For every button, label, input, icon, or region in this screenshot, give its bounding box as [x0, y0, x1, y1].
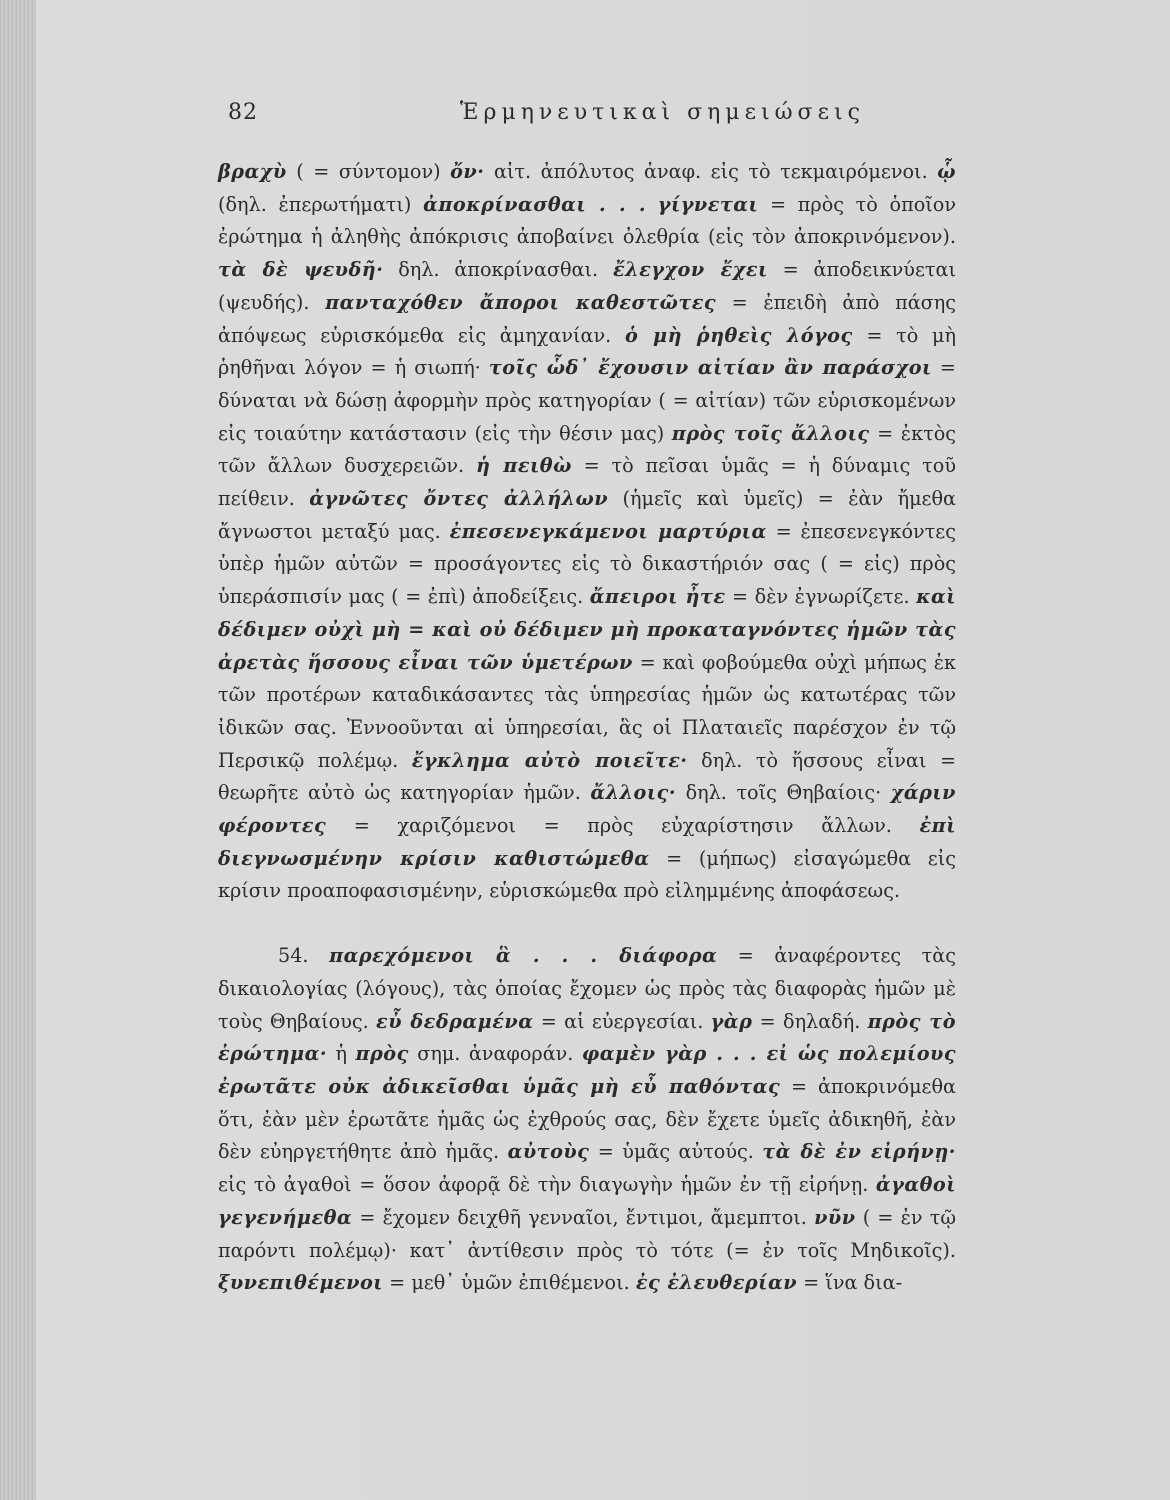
gloss-text: = πρὸς τὸ ὁποῖον ἐρώτημα ἡ ἀληθὴς ἀπόκρισις ἀποβαίνει ὀλεθρία (εἰς τὸν ἀποκρινόμενον). [218, 192, 956, 249]
lemma: ξυνεπιθέμενοι [218, 1271, 384, 1295]
gloss-text: = καὶ φοβούμεθα οὐχὶ μήπως ἐκ τῶν προτέρων καταδικάσαντες τὰς ὑπηρεσίας ἡμῶν ὡς κατωτέρας τῶν ἰδικῶν σας. Ἐννοοῦνται αἱ ὑπηρεσίαι, ἃς οἱ Πλαταιεῖς παρέσχον ἐν τῷ Περσικῷ πολέμῳ. [218, 650, 956, 772]
gloss-text: = ἀναφέροντες τὰς δικαιολογίας (λόγους), τὰς ὁποίας ἔχομεν ὡς πρὸς τὰς διαφορὰς ἡμῶν μὲ τοὺς Θηβαίους. [218, 944, 957, 1033]
gloss-text: δηλ. τοῖς Θηβαίοις· [676, 781, 891, 805]
lemma: ὄν· [450, 160, 485, 183]
lemma: πανταχόθεν ἄποροι καθεστῶτες [325, 290, 717, 314]
gloss-text: (ἡμεῖς καὶ ὑμεῖς) = ἐὰν ἤμεθα ἄγνωστοι μεταξύ μας. [218, 487, 956, 543]
gloss-text: = ἐπεσενεγκόντες ὑπὲρ ἡμῶν αὐτῶν = προσάγοντες εἰς τὸ δικαστήριόν σας ( = εἰς) πρὸς ὑπεράσπισίν μας ( = ἐπὶ) ἀποδείξεις. [218, 519, 956, 609]
lemma: τοῖς ὧδ᾽ ἔχουσιν αἰτίαν ἂν παράσχοι [488, 356, 932, 380]
gloss-text: εἰς τὸ ἀγαθοὶ = ὅσον ἀφορᾷ δὲ τὴν διαγωγὴν ἡμῶν ἐν τῇ εἰρήνῃ. [218, 1173, 876, 1197]
lemma: ἐπεσενεγκάμενοι μαρτύρια [449, 519, 767, 543]
gloss-text: = ἀποκρινόμεθα ὅτι, ἐὰν μὲν ἐρωτᾶτε ἡμᾶς ὡς ἐχθρούς σας, δὲν ἔχετε ὑμεῖς ἀδικηθῆ, ἐὰν δὲν εὐηργετήθητε ἀπὸ ἡμᾶς. [218, 1074, 956, 1164]
lemma: πρὸς τοῖς ἄλλοις [671, 421, 870, 445]
commentary-body [218, 156, 956, 1300]
lemma: γίγνεται [657, 192, 759, 216]
gloss-text: σημ. ἀναφοράν. [408, 1042, 582, 1066]
lemma: ἀποκρίνασθαι . . . [423, 192, 647, 216]
lemma: βραχὺ [218, 160, 287, 183]
lemma: νῦν [814, 1205, 856, 1229]
gloss-text: = ἵνα δια- [797, 1271, 903, 1295]
lemma: χάριν φέροντες [218, 781, 956, 838]
lemma: φαμὲν γὰρ . . . εἰ ὡς πολεμίους ἐρωτᾶτε οὐκ ἀδικεῖσθαι ὑμᾶς μὴ εὖ παθόντας [218, 1042, 957, 1098]
gloss-text: = χαριζόμενοι = πρὸς εὐχαρίστησιν ἄλλων. [326, 814, 920, 838]
gloss-text: = δηλαδή. [752, 1009, 868, 1033]
lemma: ᾧ [937, 160, 956, 183]
lemma: ἀγνῶτες ὄντες ἀλλήλων [309, 487, 609, 511]
lemma: ἡ πειθὼ [475, 454, 572, 478]
gloss-text: αἰτ. ἀπόλυτος ἀναφ. εἰς τὸ τεκμαιρόμενοι. [484, 160, 938, 183]
lemma: ὁ μὴ ῥηθεὶς λόγος [624, 323, 853, 347]
gloss-text: = μεθ᾽ ὑμῶν ἐπιθέμενοι. [383, 1271, 636, 1295]
lemma: ἐπὶ διεγνωσμένην κρίσιν καθιστώμεθα [218, 814, 956, 870]
page-header [228, 100, 968, 140]
gloss-text: = ἐκτὸς τῶν ἄλλων δυσχερειῶν. [218, 421, 957, 478]
lemma: παρεχόμενοι ἃ . . . διάφορα [329, 944, 718, 968]
lemma: ἐς ἐλευθερίαν [635, 1271, 798, 1295]
gloss-text: δηλ. τὸ ἥσσους εἶναι = θεωρῆτε αὐτὸ ὡς κατηγορίαν ἡμῶν. [218, 748, 957, 805]
gloss-text [646, 193, 658, 216]
lemma: πρὸς [355, 1042, 409, 1066]
lemma: εὖ δεδραμένα [376, 1009, 534, 1033]
page-number: 82 [228, 100, 258, 125]
lemma: πρὸς τὸ ἐρώτημα· [218, 1009, 956, 1066]
gloss-text: = αἱ εὐεργεσίαι. [533, 1009, 711, 1033]
lemma: ἄπειροι ἦτε [589, 585, 726, 609]
lemma: αὐτοὺς [507, 1140, 590, 1164]
lemma: καὶ δέδιμεν οὐχὶ μὴ = καὶ οὐ δέδιμεν μὴ προκαταγνόντες ἡμῶν τὰς ἀρετὰς ἥσσους εἶναι τῶν ὑμετέρων [218, 585, 957, 674]
gloss-text: = ἔχομεν δειχθῆ γενναῖοι, ἔντιμοι, ἄμεμπτοι. [352, 1205, 815, 1229]
lemma: ἔλεγχον ἔχει [612, 258, 768, 282]
gloss-text: 54. [278, 944, 330, 968]
gloss-text: δηλ. ἀποκρίνασθαι. [383, 258, 613, 282]
commentary-paragraph-2 [218, 940, 956, 1300]
gloss-text: = τὸ μὴ ῥηθῆναι λόγον = ἡ σιωπή· [218, 323, 956, 380]
gloss-text: = ἀποδεικνύεται (ψευδής). [218, 258, 957, 314]
gloss-text: = ἐπειδὴ ἀπὸ πάσης ἀπόψεως εὑρισκόμεθα εἰς ἀμηχανίαν. [218, 290, 956, 347]
gloss-text: = δὲν ἐγνωρίζετε. [725, 585, 917, 609]
page-edge [0, 0, 36, 1500]
gloss-text: (δηλ. ἐπερωτήματι) [218, 192, 424, 216]
lemma: τὰ δὲ ψευδῆ· [218, 258, 384, 282]
paragraph-gap [218, 908, 956, 940]
gloss-text: ἡ [327, 1042, 356, 1066]
gloss-text: = ὑμᾶς αὐτούς. [589, 1140, 763, 1164]
gloss-text: = δύναται νὰ δώσῃ ἀφορμὴν πρὸς κατηγορίαν ( = αἰτίαν) τῶν εὑρισκομένων εἰς τοιαύτην κατάστασιν (εἰς τὴν θέσιν μας) [218, 356, 956, 445]
lemma: γὰρ [710, 1009, 753, 1033]
gloss-text: ( = ἐν τῷ παρόντι πολέμῳ)· κατ᾽ ἀντίθεσιν πρὸς τὸ τότε (= ἐν τοῖς Μηδικοῖς). [218, 1205, 956, 1262]
lemma: τὰ δὲ ἐν εἰρήνῃ· [762, 1140, 956, 1164]
commentary-paragraph-1 [218, 156, 956, 908]
lemma: ἄλλοις· [590, 781, 676, 805]
gloss-text: ( = σύντομον) [286, 160, 451, 183]
lemma: ἔγκλημα αὐτὸ ποιεῖτε· [411, 748, 688, 772]
gloss-text: = (μήπως) εἰσαγώμεθα εἰς κρίσιν προαποφασισμένην, εὑρισκώμεθα πρὸ εἰλημμένης ἀποφάσεως. [218, 846, 956, 903]
lemma: ἀγαθοὶ γεγενήμεθα [218, 1173, 956, 1229]
gloss-text: = τὸ πεῖσαι ὑμᾶς = ἡ δύναμις τοῦ πείθειν. [218, 454, 956, 511]
running-head: Ἑρμηνευτικαὶ σημειώσεις [460, 100, 865, 125]
